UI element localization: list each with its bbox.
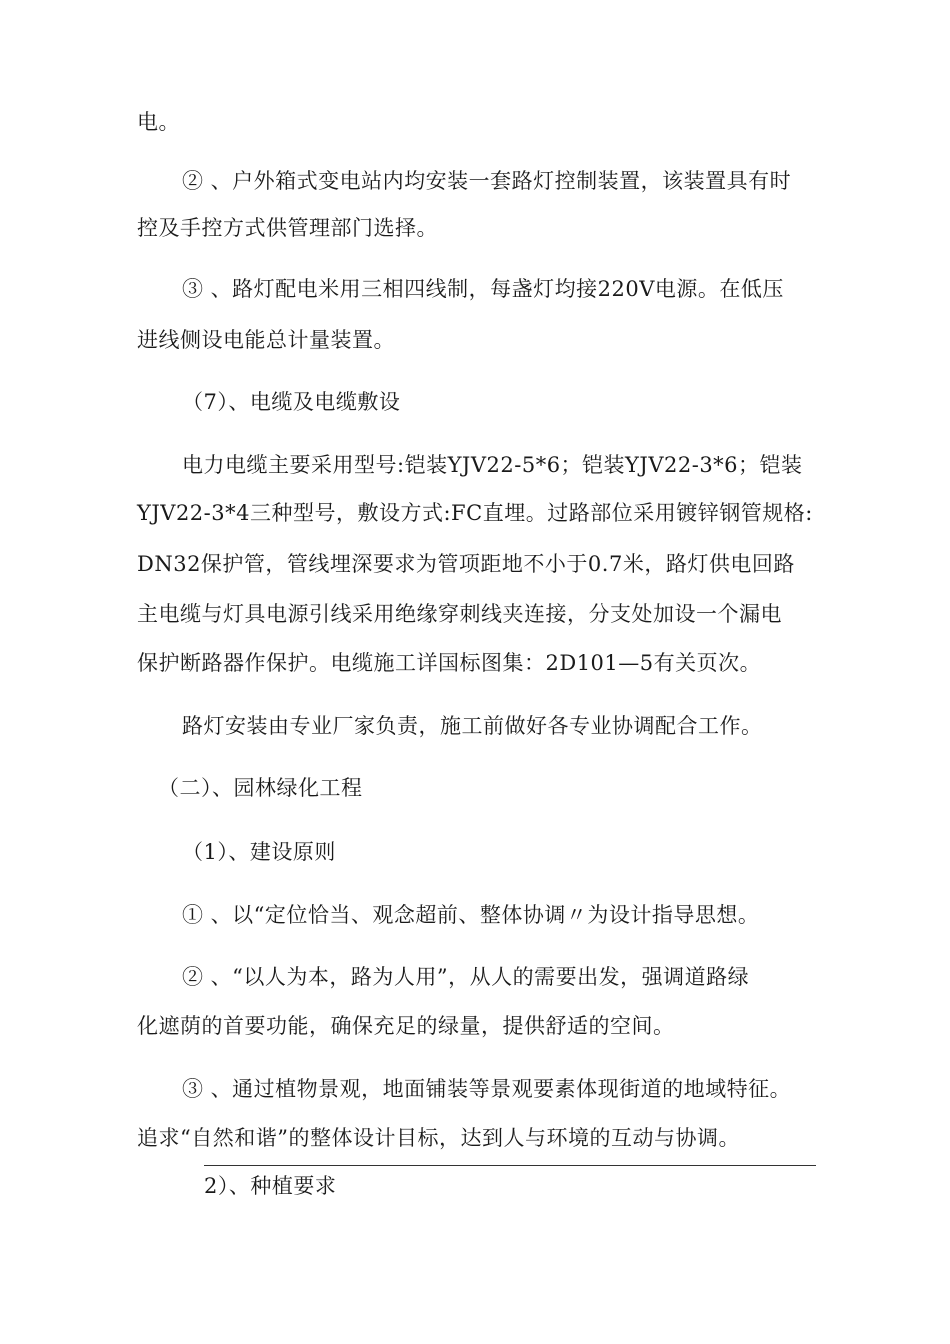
horizontal-divider xyxy=(204,1165,816,1166)
text-line-7: 电力电缆主要采用型号:铠装YJV22-5*6；铠装YJV22-3*6；铠装 xyxy=(182,453,803,477)
text-line-3: 控及手控方式供管理部门选择。 xyxy=(137,216,438,240)
section-heading-landscaping: （二）、园林绿化工程 xyxy=(158,776,363,800)
text-line-11: 保护断路器作保护。电缆施工详国标图集：2D101—5有关页次。 xyxy=(137,651,762,675)
text-line-4: ③ 、路灯配电米用三相四线制，每盏灯均接220V电源。在低压 xyxy=(182,277,784,301)
text-line-15: ① 、以“定位恰当、观念超前、整体协调〃为设计指导思想。 xyxy=(182,903,760,927)
section-heading-planting: 2）、种植要求 xyxy=(204,1174,337,1198)
text-line-19: 追求“自然和谐”的整体设计目标，达到人与环境的互动与协调。 xyxy=(137,1126,740,1150)
section-heading-principles: （1）、建设原则 xyxy=(182,840,336,864)
text-line-17: 化遮荫的首要功能，确保充足的绿量，提供舒适的空间。 xyxy=(137,1014,675,1038)
text-line-1: 电。 xyxy=(137,110,180,134)
text-line-9: DN32保护管，管线埋深要求为管项距地不小于0.7米，路灯供电回路 xyxy=(137,552,795,576)
text-line-10: 主电缆与灯具电源引线采用绝缘穿刺线夹连接，分支处加设一个漏电 xyxy=(137,602,782,626)
text-line-5: 进线侧设电能总计量装置。 xyxy=(137,328,395,352)
text-line-18: ③ 、通过植物景观，地面铺装等景观要素体现街道的地域特征。 xyxy=(182,1077,792,1101)
text-line-2: ② 、户外箱式变电站内均安装一套路灯控制装置，该装置具有时 xyxy=(182,169,792,193)
text-line-16: ② 、“以人为本，路为人用”，从人的需要出发，强调道路绿 xyxy=(182,965,750,989)
text-line-12: 路灯安装由专业厂家负责，施工前做好各专业协调配合工作。 xyxy=(182,714,763,738)
section-heading-cable: （7）、电缆及电缆敷设 xyxy=(182,390,401,414)
text-line-8: YJV22-3*4三种型号，敷设方式:FC直埋。过路部位采用镀锌钢管规格: xyxy=(137,501,813,525)
